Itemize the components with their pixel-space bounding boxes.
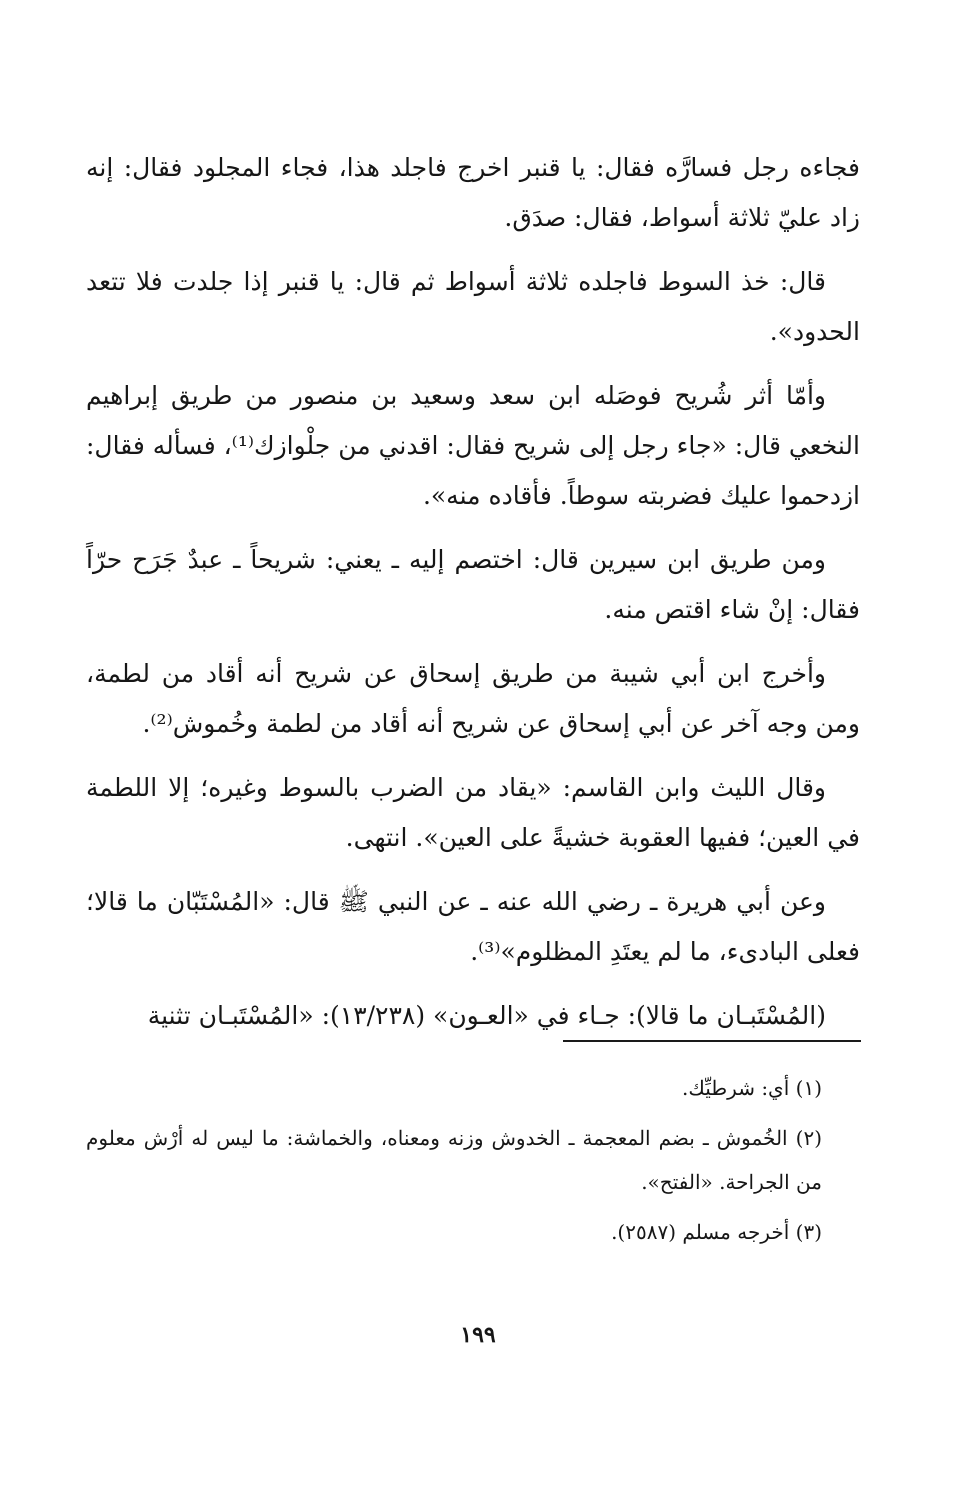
paragraph: وأمّا أثر شُريح فوصَله ابن سعد وسعيد بن منصور من طريق إبراهيم النخعي قال: «جاء رجل إلى شريح فقال: اقدني من جلْوازك⁽¹⁾، فسأله فقال: ازدحموا عليك فضربته سوطاً. فأقاده منه». (86, 381, 860, 510)
paragraph: (المُسْتَبـان ما قالا): جـاء في «العـون» (١٣/٢٣٨): «المُسْتَبـان تثنية (147, 1001, 826, 1030)
paragraph: وعن أبي هريرة ـ رضي الله عنه ـ عن النبي ﷺ قال: «المُسْتَبّان ما قالا؛ فعلى البادىء، ما لم يعتَدِ المظلوم»⁽³⁾. (86, 887, 860, 966)
page-number: ١٩٩ (460, 1322, 496, 1348)
footnotes (86, 1066, 860, 1260)
paragraph: ومن طريق ابن سيرين قال: اختصم إليه ـ يعني: شريحاً ـ عبدٌ جَرَح حرّاً فقال: إنْ شاء اقتص منه. (86, 545, 860, 624)
footnote: (٢) الخُموش ـ بضم المعجمة ـ الخدوش وزنه ومعناه، والخماشة: ما ليس له أرْش معلوم من الجراحة. «الفتح». (86, 1126, 822, 1194)
footnote: (١) أي: شرطيِّك. (682, 1076, 822, 1100)
footnote: (٣) أخرجه مسلم (٢٥٨٧). (611, 1220, 822, 1244)
paragraph: وقال الليث وابن القاسم: «يقاد من الضرب بالسوط وغيره؛ إلا اللطمة في العين؛ ففيها العقوبة خشيةً على العين». انتهى. (86, 773, 860, 852)
paragraph: فجاءه رجل فسارَّه فقال: يا قنبر اخرج فاجلد هذا، فجاء المجلود فقال: إنه زاد عليّ ثلاثة أسواط، فقال: صدَق. (86, 153, 860, 232)
footnote-divider (563, 1040, 861, 1042)
paragraph: قال: خذ السوط فاجلده ثلاثة أسواط ثم قال: يا قنبر إذا جلدت فلا تتعد الحدود». (86, 267, 860, 346)
main-text (86, 143, 860, 1055)
paragraph: وأخرج ابن أبي شيبة من طريق إسحاق عن شريح أنه أقاد من لطمة، ومن وجه آخر عن أبي إسحاق عن شريح أنه أقاد من لطمة وخُموش⁽²⁾. (86, 659, 860, 738)
